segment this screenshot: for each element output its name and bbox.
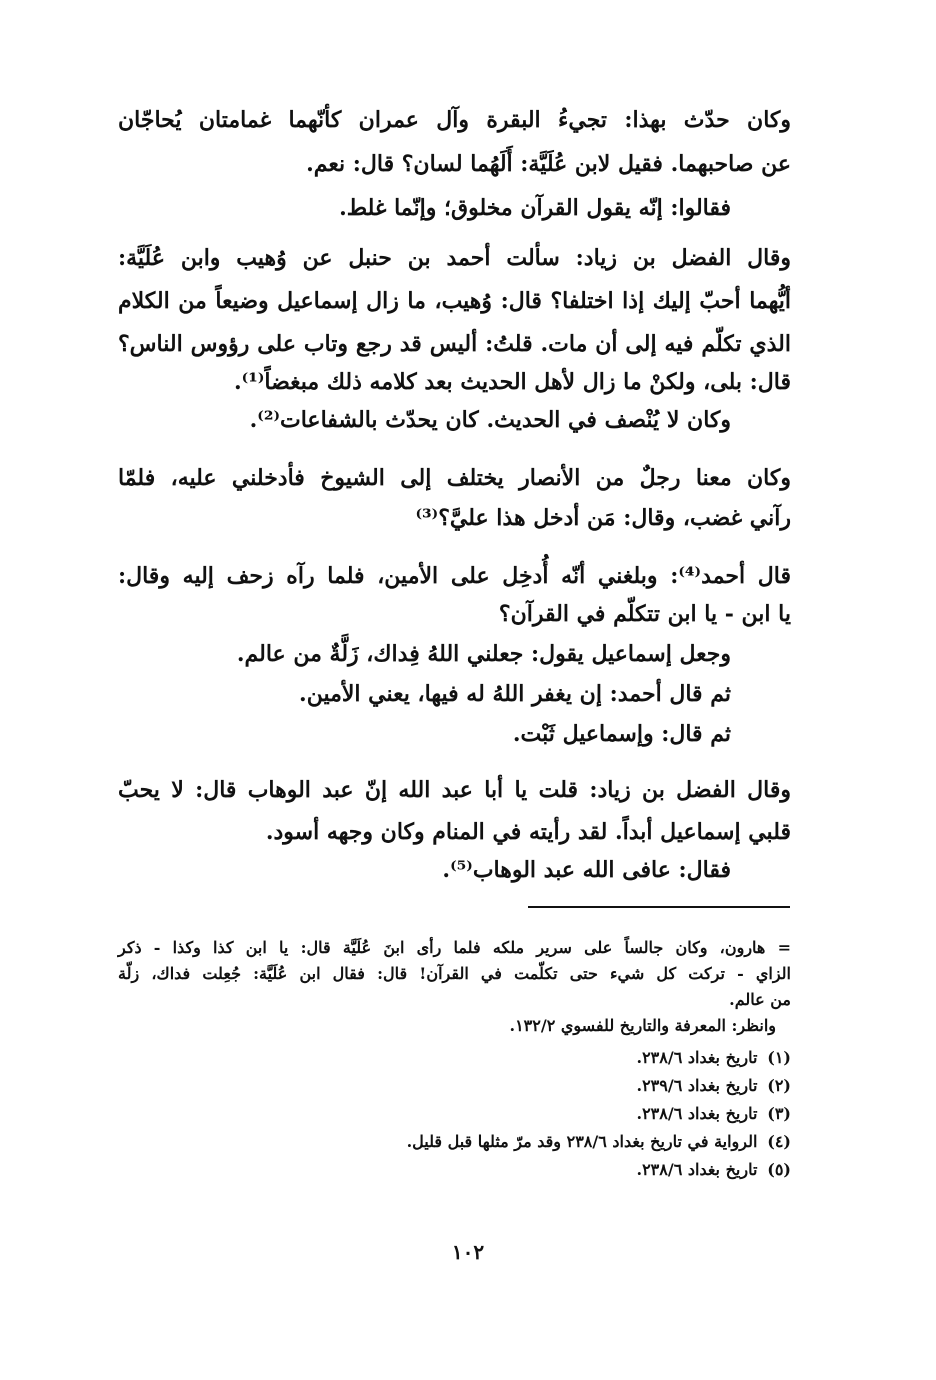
footnote-number: (٥) (767, 1160, 791, 1179)
text-line: وقال الفضل بن زياد: قلت يا أبا عبد الله إنّ عبد الوهاب قال: لا يحبّ (118, 777, 791, 803)
footnote-text: تاريخ بغداد ٢٣٨/٦. (636, 1160, 758, 1179)
footnote-number: (٢) (767, 1076, 791, 1095)
text-line: ثم قال أحمد: إن يغفر اللهُ له فيها، يعني الأمين. (299, 681, 731, 707)
text-line: فقالوا: إنّه يقول القرآن مخلوق؛ وإنّما غلط. (339, 195, 731, 221)
footnote-item (637, 1158, 792, 1182)
footnote-number: (١) (767, 1048, 791, 1067)
text-line: قلبي إسماعيل أبداً. لقد رأيته في المنام وكان وجهه أسود. (265, 819, 791, 845)
footnote-separator (528, 906, 790, 908)
text-line: وقال الفضل بن زياد: سألت أحمد بن حنبل عن وُهيب وابن عُلَيَّة: (118, 245, 791, 271)
footnote-line: من عالم. (729, 990, 791, 1009)
text-line: وكان حدّث بهذا: تجيءُ البقرة وآل عمران كأنّهما غمامتان يُحاجّان (118, 107, 791, 133)
footnote-number: (٣) (767, 1104, 791, 1123)
footnote-item (637, 1102, 792, 1126)
text-line: عن صاحبهما. فقيل لابن عُلَيَّة: أَلَهُما لسان؟ قال: نعم. (306, 151, 791, 177)
footnote-text: الرواية في تاريخ بغداد ٢٣٨/٦ وقد مرّ مثلها قبل قليل. (406, 1132, 758, 1151)
footnote-text: تاريخ بغداد ٢٣٨/٦. (636, 1048, 758, 1067)
text-line: ثم قال: وإسماعيل ثَبْت. (512, 721, 731, 747)
footnote-number: (٤) (767, 1132, 791, 1151)
footnote-text: تاريخ بغداد ٢٣٨/٦. (636, 1104, 758, 1123)
text-line: وجعل إسماعيل يقول: جعلني اللهُ فِداك، زَلَّةٌ من عالم. (236, 641, 731, 667)
footnote-item (407, 1130, 791, 1154)
text-line: فقال: عافى الله عبد الوهاب⁽⁵⁾. (442, 857, 731, 883)
footnote-line: الزاي - تركت كل شيء حتى تكلّمت في القرآن! قال: فقال ابن عُلَيَّة: جُعِلت فداك، زلّة (118, 964, 792, 983)
text-line: رآني غضب، وقال: مَن أدخل هذا عليَّ؟⁽³⁾ (415, 505, 791, 531)
text-line: قال أحمد⁽⁴⁾: وبلغني أنّه أُدخِل على الأمين، فلما رآه زحف إليه وقال: (118, 563, 791, 589)
text-line: أيُّهما أحبّ إليك إذا اختلفا؟ قال: وُهيب، ما زال إسماعيل وضيعاً من الكلام (118, 288, 791, 314)
footnote-line: = هارون، وكان جالساً على سرير ملكه فلما رأى ابنَ عُلَيَّة قال: يا ابن كذا وكذا - ذكر (118, 938, 791, 957)
text-line: وكان معنا رجلٌ من الأنصار يختلف إلى الشيوخ فأدخلني عليه، فلمّا (118, 465, 791, 491)
footnote-item (637, 1046, 792, 1070)
footnote-item (637, 1074, 792, 1098)
page-number: ١٠٢ (451, 1240, 485, 1264)
text-line: الذي تكلّم فيه إلى أن مات. قلتُ: أليس قد رجع وتاب على رؤوس الناس؟ (118, 331, 791, 357)
text-line: وكان لا يُنْصف في الحديث. كان يحدّث بالشفاعات⁽²⁾. (249, 407, 731, 433)
text-line: يا ابن - يا ابن تتكلّم في القرآن؟ (498, 601, 791, 627)
footnote-line: وانظر: المعرفة والتاريخ للفسوي ١٣٢/٢. (509, 1016, 776, 1035)
text-line: قال: بلى، ولكنْ ما زال لأهل الحديث بعد كلامه ذلك مبغضاً⁽¹⁾. (233, 369, 791, 395)
footnote-text: تاريخ بغداد ٢٣٩/٦. (636, 1076, 758, 1095)
